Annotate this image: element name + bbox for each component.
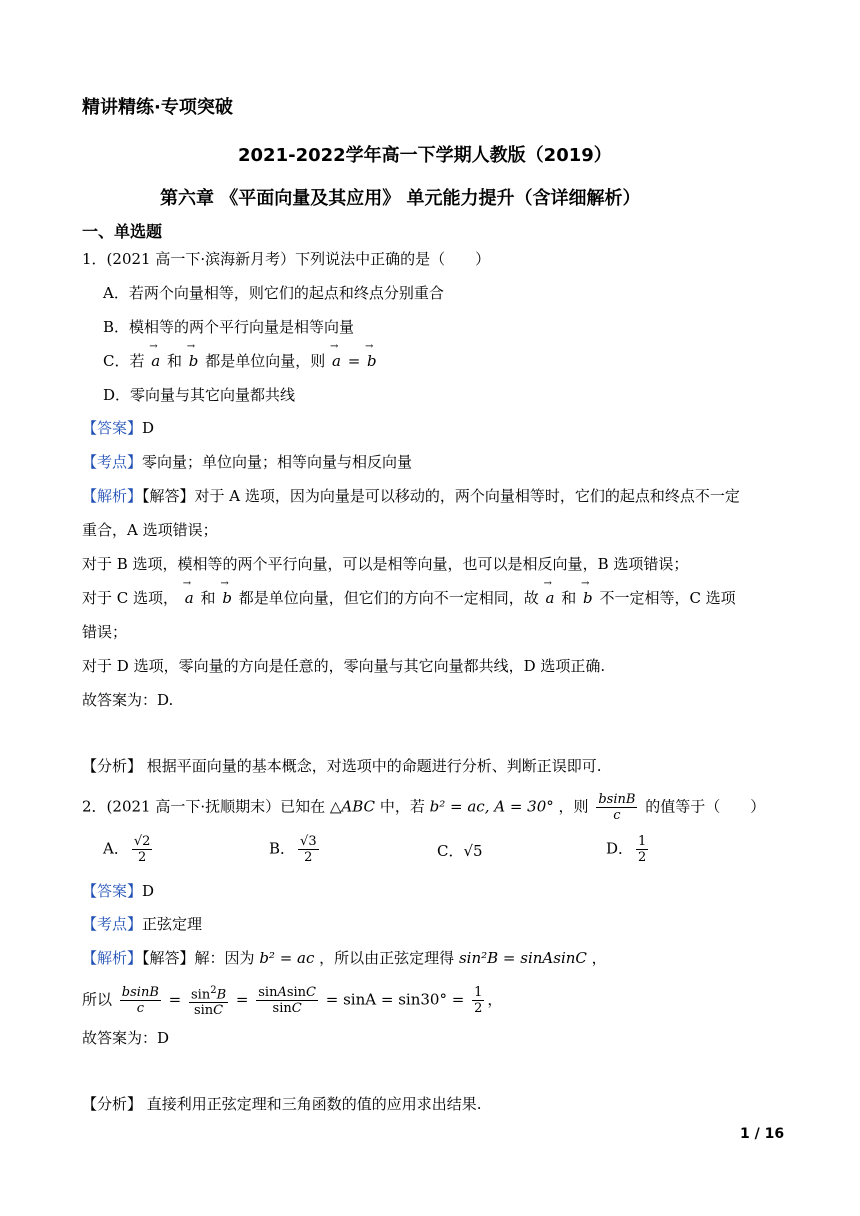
solution-text: ，所以由正弦定理得: [319, 949, 455, 967]
solution-text: 不一定相等，C 选项: [599, 589, 736, 607]
q2-stem-text: 2．(2021 高一下·抚顺期末）已知在: [82, 797, 326, 816]
option-fraction: [298, 834, 319, 865]
solution-tag: 【解析】: [82, 949, 143, 967]
q1-option-c: C．若 → a 和 → b 都是单位向量，则 → a = → b: [103, 350, 379, 371]
equation: sin²B = sinAsinC: [458, 949, 587, 967]
option-label: D．: [606, 839, 634, 858]
q1-option-d: D．零向量与其它向量都共线: [103, 386, 296, 404]
q1-option-c-prefix: C．若: [103, 352, 145, 370]
q1-knowledge-point: [82, 451, 412, 472]
fraction-numerator: $\sin^2B$: [190, 985, 227, 1003]
fraction-numerator: 1: [474, 985, 483, 1001]
q1-answer: [82, 417, 154, 438]
fraction: [472, 985, 484, 1016]
solution-text: 所以: [82, 990, 113, 1009]
vector-a: → a: [183, 589, 196, 607]
fraction-numerator: sinAsinC: [258, 985, 316, 1001]
fraction-denominator: 2: [137, 850, 147, 865]
fraction: [120, 985, 161, 1016]
fraction-numerator: bsinB: [121, 985, 159, 1001]
q1-option-c-mid: 都是单位向量，则: [205, 352, 326, 370]
q2-solution-line-2: 所以 $\frac{bsinB}{c}$ = $\frac{\sin^2B}{\sin C}$ = $\frac{\text{sinAsinC}}{\sin C}$ = sinA = sin30° = $\frac{1}{2}$ ，: [82, 985, 503, 1019]
q1-solution-line-2: 重合，A 选项错误；: [82, 521, 218, 539]
kp-value: 零向量；单位向量；相等向量与相反向量: [142, 453, 413, 471]
q1-solution-line-4: [82, 587, 736, 608]
solution-text: ，: [591, 949, 607, 967]
vector-b: → b: [581, 589, 595, 607]
fraction-denominator: 2: [638, 850, 647, 865]
chapter-subtitle: 第六章 《平面向量及其应用》 单元能力提升（含详细解析）: [160, 188, 641, 209]
vector-a: → a: [149, 352, 162, 370]
q1-stem: 1．(2021 高一下·滨海新月考）下列说法中正确的是（ ）: [82, 250, 491, 268]
option-fraction: [132, 834, 153, 865]
vector-a: → a: [544, 589, 557, 607]
option-label: C．: [437, 842, 464, 860]
vector-b: → b: [220, 589, 234, 607]
fraction-numerator: √3: [300, 834, 317, 849]
answer-tag: 【答案】: [82, 419, 143, 437]
q2-knowledge-point: [82, 913, 202, 934]
fraction-bsinb-over-c: [596, 792, 637, 823]
q1-analysis: 【分析】 根据平面向量的基本概念，对选项中的命题进行分析、判断正误即可.: [82, 757, 602, 775]
q2-stem: [82, 792, 765, 823]
kp-tag: 【考点】: [82, 453, 143, 471]
section-heading: 一、单选题: [82, 222, 163, 241]
fraction: [256, 985, 318, 1016]
q1-solution-line-6: 对于 D 选项，零向量的方向是任意的，零向量与其它向量都共线，D 选项正确.: [82, 657, 606, 675]
q2-stem-text: ，则: [558, 797, 589, 816]
equation: b² = ac: [259, 949, 315, 967]
page-number: 1 / 16: [740, 1126, 785, 1142]
q1-option-b: B．模相等的两个平行向量是相等向量: [103, 318, 355, 336]
solution-text: 【解答】对于 A 选项，因为向量是可以移动的，两个向量相等时，它们的起点和终点不一定: [142, 487, 740, 505]
q2-option-b: [269, 834, 322, 865]
q1-final-answer: 故答案为：D.: [82, 691, 174, 709]
solution-text: 都是单位向量，但它们的方向不一定相同，故: [238, 589, 539, 607]
kp-tag: 【考点】: [82, 915, 143, 933]
q1-option-a: A．若两个向量相等，则它们的起点和终点分别重合: [103, 284, 444, 302]
fraction: [189, 983, 228, 1018]
q1-solution-line-1: [82, 485, 740, 506]
q1-option-c-and: 和: [167, 352, 183, 370]
q2-option-a: [103, 834, 155, 865]
fraction-denominator: sinC: [272, 1001, 302, 1017]
kp-value: 正弦定理: [142, 915, 203, 933]
solution-text: = sinA = sin30° =: [325, 990, 465, 1009]
fraction-numerator: bsinB: [598, 792, 636, 807]
q2-option-c: [437, 840, 483, 861]
solution-text: 【解答】解：因为: [142, 949, 255, 967]
answer-tag: 【答案】: [82, 882, 143, 900]
option-fraction: [636, 834, 648, 865]
q1-solution-line-5: 错误；: [82, 623, 128, 641]
q2-solution-line-1: [82, 947, 607, 968]
option-value: √5: [463, 842, 483, 860]
solution-tag: 【解析】: [82, 487, 143, 505]
fraction-numerator: 1: [638, 834, 647, 849]
vector-a: → a: [330, 352, 343, 370]
solution-text: 和: [200, 589, 216, 607]
q2-stem-text: 中，若: [379, 797, 425, 816]
series-title: 精讲精练·专项突破: [82, 97, 233, 118]
q2-condition: b² = ac, A = 30°: [429, 797, 554, 816]
vector-b: → b: [365, 352, 379, 370]
fraction-denominator: c: [613, 808, 621, 823]
triangle-abc: △ABC: [329, 797, 376, 816]
q2-analysis: 【分析】 直接利用正弦定理和三角函数的值的应用求出结果.: [82, 1095, 482, 1113]
option-label: B．: [269, 839, 296, 858]
option-label: A．: [103, 839, 129, 858]
fraction-denominator: c: [136, 1001, 144, 1017]
answer-value: D: [142, 419, 155, 437]
q2-option-d: [606, 834, 651, 865]
fraction-numerator: √2: [133, 834, 151, 849]
q2-final-answer: 故答案为：D: [82, 1029, 170, 1047]
vector-b: → b: [187, 352, 201, 370]
document-title: 2021-2022学年高一下学期人教版（2019）: [238, 145, 612, 166]
solution-text: 对于 C 选项，: [82, 589, 179, 607]
q1-solution-line-3: 对于 B 选项，模相等的两个平行向量，可以是相等向量，也可以是相反向量，B 选项错误；: [82, 555, 689, 573]
answer-value: D: [142, 882, 155, 900]
q2-answer: [82, 880, 154, 901]
fraction-denominator: 2: [474, 1001, 483, 1017]
fraction-denominator: 2: [304, 850, 313, 865]
solution-text: 和: [561, 589, 577, 607]
fraction-denominator: sinC: [193, 1003, 224, 1019]
q2-stem-text: 的值等于（ ）: [645, 797, 766, 816]
